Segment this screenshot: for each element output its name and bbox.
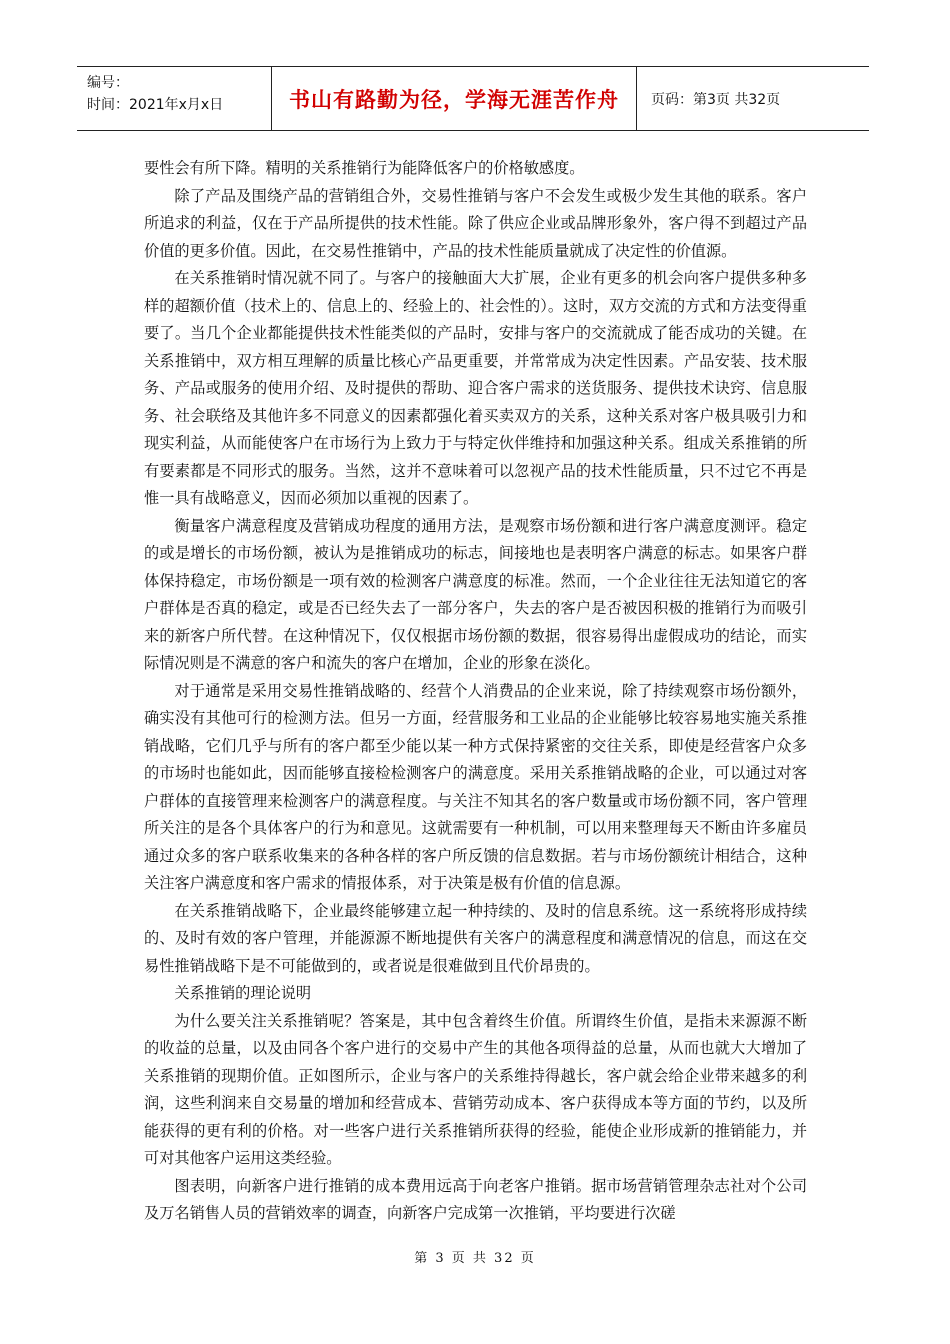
paragraph: 衡量客户满意程度及营销成功程度的通用方法，是观察市场份额和进行客户满意度测评。稳定的或是增长的市场份额，被认为是推销成功的标志，间接地也是表明客户满意的标志。如果客户群体保持稳定，市场份额是一项有效的检测客户满意度的标准。然而，一个企业往往无法知道它的客户群体是否真的稳定，或是否已经失去了一部分客户，失去的客户是否被因积极的推销行为而吸引来的新客户所代替。在这种情况下，仅仅根据市场份额的数据，很容易得出虚假成功的结论，而实际情况则是不满意的客户和流失的客户在增加，企业的形象在淡化。 — [144, 516, 807, 672]
paragraph: 要性会有所下降。精明的关系推销行为能降低客户的价格敏感度。 — [144, 159, 585, 177]
header-page-cell — [637, 67, 869, 130]
paragraph: 除了产品及围绕产品的营销组合外，交易性推销与客户不会发生或极少发生其他的联系。客户所追求的利益，仅在于产品所提供的技术性能。除了供应企业或品牌形象外，客户得不到超过产品价值的更多价值。因此，在交易性推销中，产品的技术性能质量就成了决定性的价值源。 — [144, 186, 807, 260]
page-indicator: 页码：第3页 共32页 — [651, 91, 781, 108]
header-motto-cell — [271, 67, 637, 130]
document-date: 时间：2021年x月x日 — [87, 97, 224, 113]
paragraph: 对于通常是采用交易性推销战略的、经营个人消费品的企业来说，除了持续观察市场份额外，确实没有其他可行的检测方法。但另一方面，经营服务和工业品的企业能够比较容易地实施关系推销战略，它们几乎与所有的客户都至少能以某一种方式保持紧密的交往关系，即使是经营客户众多的市场时也能如此，因而能够直接检检测客户的满意度。采用关系推销战略的企业，可以通过对客户群体的直接管理来检测客户的满意程度。与关注不知其名的客户数量或市场份额不同，客户管理所关注的是各个具体客户的行为和意见。这就需要有一种机制，可以用来整理每天不断由许多雇员通过众多的客户联系收集来的各种各样的客户所反馈的信息数据。若与市场份额统计相结合，这种关注客户满意度和客户需求的情报体系，对于决策是极有价值的信息源。 — [144, 681, 807, 892]
paragraph: 图表明，向新客户进行推销的成本费用远高于向老客户推销。据市场营销管理杂志社对个公司及万名销售人员的营销效率的调查，向新客户完成第一次推销，平均要进行次磋 — [144, 1176, 807, 1222]
motto: 书山有路勤为径，学海无涯苦作舟 — [289, 87, 619, 112]
page-footer: 第 3 页 共 32 页 — [414, 1251, 536, 1266]
body-text — [144, 155, 807, 1228]
page-header — [77, 66, 869, 131]
paragraph: 在关系推销战略下，企业最终能够建立起一种持续的、及时的信息系统。这一系统将形成持续的、及时有效的客户管理，并能源源不断地提供有关客户的满意程度和满意情况的信息，而这在交易性推销战略下是不可能做到的，或者说是很难做到且代价昂贵的。 — [144, 901, 807, 975]
paragraph: 为什么要关注关系推销呢？答案是，其中包含着终生价值。所谓终生价值，是指未来源源不断的收益的总量，以及由同各个客户进行的交易中产生的其他各项得益的总量，从而也就大大增加了关系推销的现期价值。正如图所示，企业与客户的关系维持得越长，客户就会给企业带来越多的利润，这些利润来自交易量的增加和经营成本、营销劳动成本、客户获得成本等方面的节约，以及所能获得的更有利的价格。对一些客户进行关系推销所获得的经验，能使企业形成新的推销能力，并可对其他客户运用这类经验。 — [144, 1011, 807, 1167]
paragraph: 在关系推销时情况就不同了。与客户的接触面大大扩展，企业有更多的机会向客户提供多种多样的超额价值（技术上的、信息上的、经验上的、社会性的）。这时，双方交流的方式和方法变得重要了。当几个企业都能提供技术性能类似的产品时，安排与客户的交流就成了能否成功的关键。在关系推销中，双方相互理解的质量比核心产品更重要，并常常成为决定性因素。产品安装、技术服务、产品或服务的使用介绍、及时提供的帮助、迎合客户需求的送货服务、提供技术诀窍、信息服务、社会联络及其他许多不同意义的因素都强化着买卖双方的关系，这种关系对客户极具吸引力和现实利益，从而能使客户在市场行为上致力于与特定伙伴维持和加强这种关系。组成关系推销的所有要素都是不同形式的服务。当然，这并不意味着可以忽视产品的技术性能质量，只不过它不再是惟一具有战略意义，因而必须加以重视的因素了。 — [144, 269, 807, 507]
section-heading: 关系推销的理论说明 — [174, 984, 312, 1002]
header-info — [77, 67, 271, 130]
document-number: 编号： — [87, 75, 129, 91]
